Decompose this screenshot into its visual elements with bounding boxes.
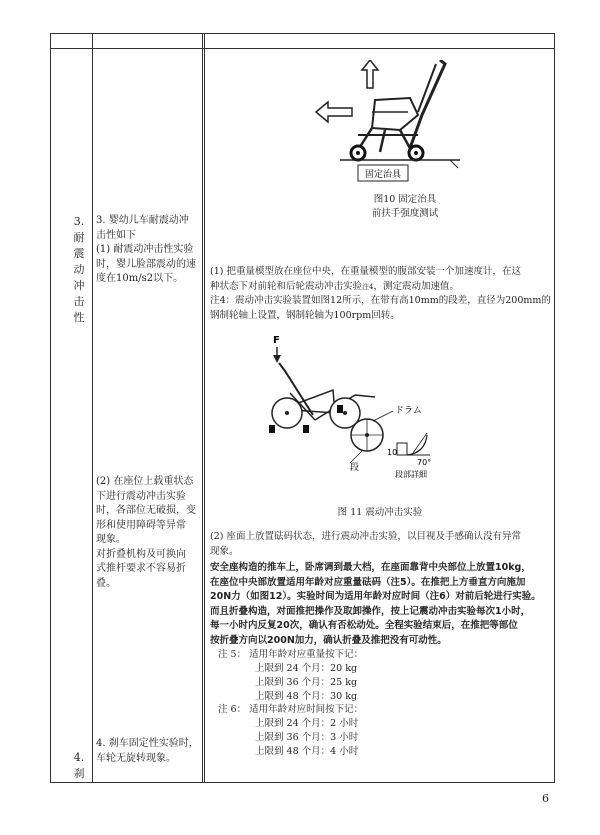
figure-11-caption: 图 11 震动冲击实验	[337, 507, 423, 518]
detail-label: 段部詳細	[395, 470, 427, 479]
left-arrow-icon	[316, 102, 352, 122]
note-6-item: 上限到 24 个月：2 小时	[255, 718, 359, 729]
requirement-4: 4. 刹车固定性实验时， 车轮无旋转现象。	[96, 738, 199, 764]
note-5-item: 上限到 48 个月：30 kg	[255, 691, 358, 702]
note-5-item: 上限到 36 个月：25 kg	[255, 677, 358, 688]
step-label: 段	[350, 463, 360, 473]
note-5-title: 注 5： 适用年龄对应重量按下记：	[218, 649, 364, 660]
force-label: F	[273, 335, 280, 346]
method-2: (2) 座面上放置砝码状态，进行震动冲击实验，以目视及手感确认没有异常 现象。	[210, 531, 521, 557]
note-5-item: 上限到 24 个月：20 kg	[255, 663, 358, 674]
drum-label: ドラム	[395, 406, 422, 416]
row-divider	[50, 48, 555, 49]
fixture-label: 固定治具	[364, 170, 402, 180]
requirement-3: 3. 婴幼儿车耐震动冲 击性如下 (1) 耐震动冲击性实验 时，婴儿脸部震动的速 度在10m/s2以下。	[96, 215, 196, 284]
note-6-item: 上限到 36 个月：3 小时	[255, 732, 359, 743]
angle-label: 70°	[417, 458, 432, 467]
method-2-detail: 安全座构造的推车上，卧席调到最大档，在座面靠背中央部位上放置10kg， 在座位中央部放置适用年龄对应重量砝码（注5）。在推把上方垂直方向施加 20N力（如图12）。实验时间为适用年龄对应时间（注6）对前后轮进行实验。 而且折叠构造，对面推把操作及取卸操作，按上记震动冲击实验每次1小时， 每一小时内反复20次，确认有否松动处。全程实验结束后，在推把等部位 按折叠方向以200N加力，确认折叠及推把没有可动性。	[210, 562, 541, 646]
note-6-title: 注 6： 适用年龄对应时间按下记：	[218, 704, 364, 715]
figure-10-caption: 图10 固定治具 前扶手强度测试	[371, 194, 439, 219]
figure-11-vibration-drawing	[255, 335, 485, 495]
column-divider	[202, 33, 205, 783]
column-divider	[92, 33, 93, 783]
figure-10-stroller-drawing	[300, 60, 470, 185]
step-height-label: 10	[387, 448, 398, 457]
method-1: (1) 把重量模型放在座位中央，在重量模型的腹部安装一个加速度计，在这 种状态下对前轮和后轮震动冲击实验注4，测定震动加速值。 注4：震动冲击实验装置如图12所示，在带有高10mm的段差，直径为200mm的 钢制轮轴上设置，钢制轮轴为100rpm回转。	[210, 266, 551, 321]
requirement-3-2: (2) 在座位上载重状态 下进行震动冲击实验 时，各部位无破损，变 形和使用障碍等异常 现象。 对折叠机构及可换向 式推杆要求不容易折 叠。	[96, 476, 196, 589]
section-4-label: 4. 刹	[73, 751, 85, 780]
up-arrow-icon	[362, 60, 378, 88]
page-number: 6	[542, 792, 549, 805]
note-6-item: 上限到 48 个月：4 小时	[255, 746, 359, 757]
section-3-label: 3. 耐 震 动 冲 击 性	[73, 215, 85, 324]
